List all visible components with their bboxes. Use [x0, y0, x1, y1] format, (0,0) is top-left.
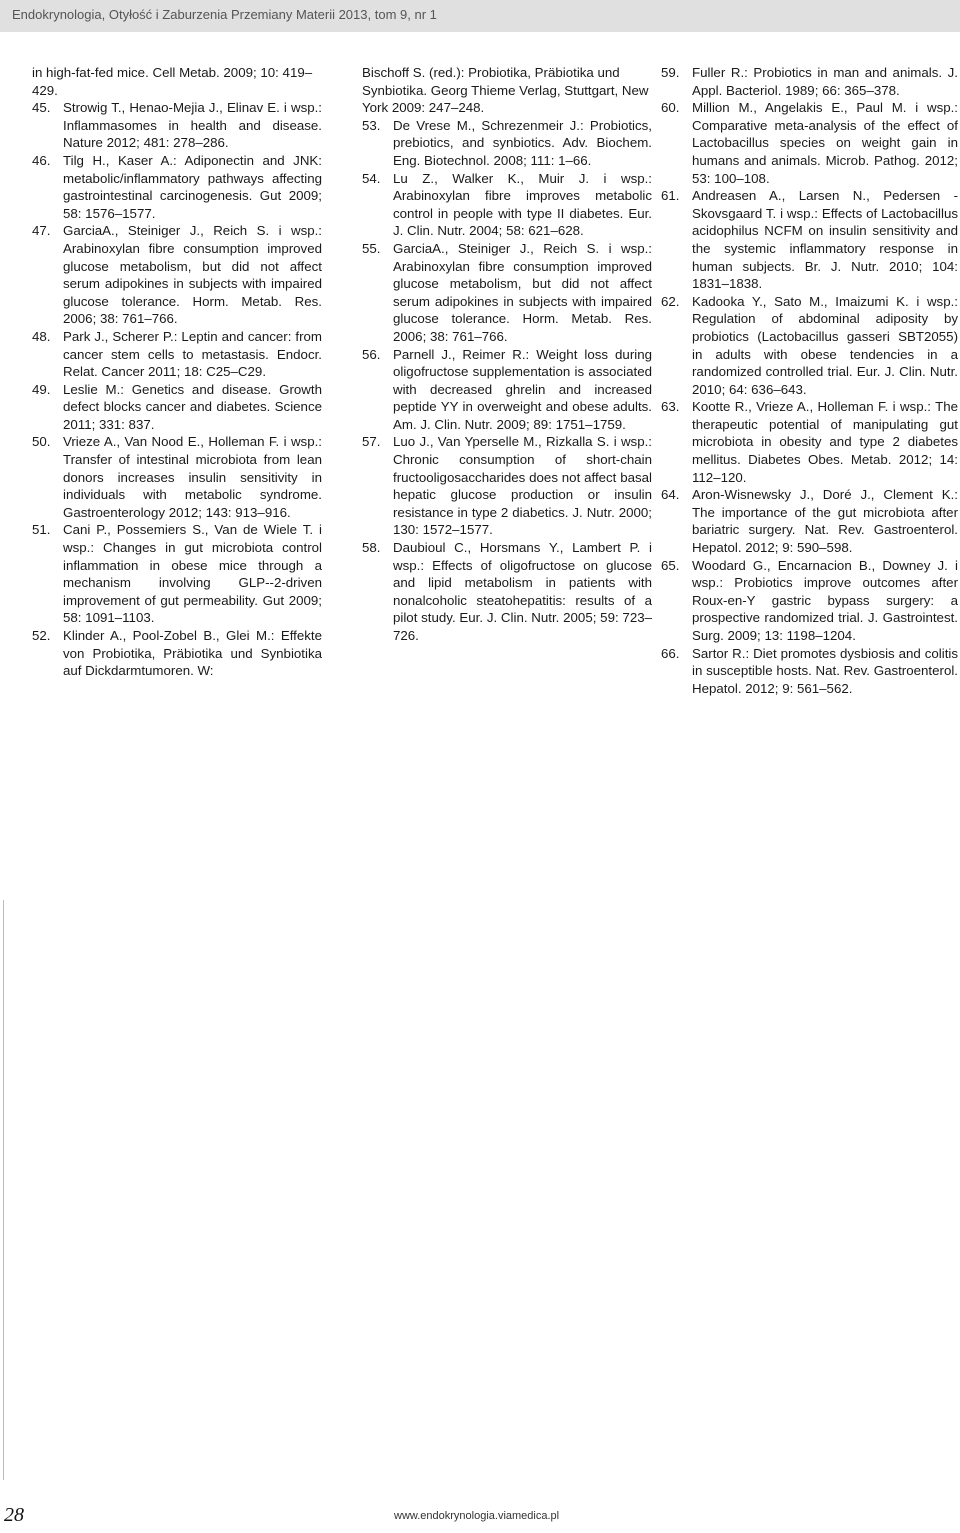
references-column-2 — [362, 64, 652, 645]
reference-number: 47. — [32, 223, 51, 239]
reference-text: GarciaA., Steiniger J., Reich S. i wsp.: Arabinoxylan fibre consumption improved glucose metabolism, but did not affect serum adipokines in subjects with impaired glucose tolerance. Horm. Metab. Res. 2006; 38: 761–766. — [63, 223, 322, 327]
reference-number: 48. — [32, 328, 51, 344]
reference-text: Vrieze A., Van Nood E., Holleman F. i wsp.: Transfer of intestinal microbiota from lean donors increases insulin sensitivity in individuals with metabolic syndrome. Gastroenterology 2012; 143: 913–916. — [63, 434, 322, 520]
reference-number: 58. — [362, 540, 381, 556]
reference-text: Park J., Scherer P.: Leptin and cancer: from cancer stem cells to metastasis. Endocr. Relat. Cancer 2011; 18: C25–C29. — [63, 328, 322, 380]
reference-number: 51. — [32, 522, 51, 538]
reference-item — [362, 117, 652, 170]
reference-item — [661, 557, 958, 645]
reference-text: Sartor R.: Diet promotes dysbiosis and colitis in susceptible hosts. Nat. Rev. Gastroenterol. Hepatol. 2012; 9: 561–562. — [692, 645, 958, 696]
reference-number: 45. — [32, 100, 51, 116]
reference-item — [32, 328, 322, 381]
reference-item — [661, 64, 958, 99]
reference-number: 59. — [661, 65, 680, 80]
reference-item — [32, 99, 322, 152]
reference-item — [32, 521, 322, 627]
reference-item — [661, 99, 958, 187]
reference-number: 61. — [661, 188, 680, 204]
reference-item — [661, 486, 958, 556]
reference-text: Daubioul C., Horsmans Y., Lambert P. i wsp.: Effects of oligofructose on glucose and lipid metabolism in patients with nonalcoholic steatohepatitis: results of a pilot study. Eur. J. Clin. Nutr. 2005; 59: 723–726. — [393, 540, 652, 643]
footer-url: www.endokrynologia.viamedica.pl — [394, 1510, 560, 1522]
reference-item — [661, 645, 958, 698]
reference-text: Cani P., Possemiers S., Van de Wiele T. i wsp.: Changes in gut microbiota control inflammation in obese mice through a mechanism involving GLP--2-driven improvement of gut permeability. Gut 2009; 58: 1091–1103. — [63, 522, 322, 626]
reference-item — [661, 187, 958, 293]
reference-number: 65. — [661, 557, 680, 573]
reference-item — [32, 433, 322, 521]
reference-text: Lu Z., Walker K., Muir J. i wsp.: Arabinoxylan fibre improves metabolic control in people with type II diabetes. Eur. J. Clin. Nutr. 2004; 58: 621–628. — [393, 170, 652, 239]
reference-number: 50. — [32, 434, 51, 450]
reference-text: Aron-Wisnewsky J., Doré J., Clement K.: The importance of the gut microbiota after bariatric surgery. Nat. Rev. Gastroenterol. Hepatol. 2012; 9: 590–598. — [692, 487, 958, 556]
reference-text: Fuller R.: Probiotics in man and animals. J. Appl. Bacteriol. 1989; 66: 365–378. — [692, 65, 958, 98]
reference-number: 64. — [661, 487, 680, 503]
references-column-3 — [661, 64, 958, 697]
reference-item — [362, 170, 652, 240]
reference-item — [32, 152, 322, 222]
reference-number: 49. — [32, 381, 51, 397]
reference-item — [661, 293, 958, 399]
reference-number: 56. — [362, 346, 381, 362]
reference-text: Parnell J., Reimer R.: Weight loss during oligofructose supplementation is associated with decreased ghrelin and increased peptide YY in overweight and obese adults. Am. J. Clin. Nutr. 2009; 89: 1751–1759. — [393, 346, 652, 432]
reference-number: 57. — [362, 434, 381, 450]
reference-number: 54. — [362, 170, 381, 186]
reference-number: 60. — [661, 100, 680, 116]
reference-text: Woodard G., Encarnacion B., Downey J. i wsp.: Probiotics improve outcomes after Roux-en-Y gastric bypass surgery: a prospective randomized trial. J. Gastrointest. Surg. 2009; 13: 1198–1204. — [692, 557, 958, 643]
reference-number: 46. — [32, 152, 51, 168]
reference-text: Kootte R., Vrieze A., Holleman F. i wsp.: The therapeutic potential of manipulating gut microbiota in obesity and type 2 diabetes mellitus. Diabetes Obes. Metab. 2012; 14: 112–120. — [692, 399, 958, 485]
reference-item — [32, 381, 322, 434]
reference-number: 62. — [661, 293, 680, 309]
references-column-1 — [32, 64, 322, 680]
reference-text: GarciaA., Steiniger J., Reich S. i wsp.: Arabinoxylan fibre consumption improved glucose metabolism, but did not affect serum adipokines in subjects with impaired glucose tolerance. Horm. Metab. Res. 2006; 38: 761–766. — [393, 240, 652, 344]
reference-item — [661, 398, 958, 486]
reference-item — [362, 539, 652, 645]
reference-number: 53. — [362, 117, 381, 133]
reference-item — [362, 346, 652, 434]
reference-number: 66. — [661, 645, 680, 661]
reference-text: De Vrese M., Schrezenmeir J.: Probiotics, prebiotics, and synbiotics. Adv. Biochem. Eng. Biotechnol. 2008; 111: 1–66. — [393, 117, 652, 168]
reference-number: 52. — [32, 628, 51, 643]
reference-text: Strowig T., Henao-Mejia J., Elinav E. i wsp.: Inflammasomes in health and disease. Nature 2012; 481: 278–286. — [63, 100, 322, 151]
reference-text: Million M., Angelakis E., Paul M. i wsp.: Comparative meta-analysis of the effect of Lactobacillus species on weight gain in humans and animals. Microb. Pathog. 2012; 53: 100–108. — [692, 100, 958, 186]
reference-text: Andreasen A., Larsen N., Pedersen -Skovsgaard T. i wsp.: Effects of Lactobacillus acidophilus NCFM on insulin sensitivity and the systemic inflammatory response in human subjects. Br. J. Nutr. 2010; 104: 1831–1838. — [692, 188, 958, 292]
reference-item — [362, 433, 652, 539]
reference-item — [32, 222, 322, 328]
journal-header: Endokrynologia, Otyłość i Zaburzenia Przemiany Materii 2013, tom 9, nr 1 — [12, 7, 437, 22]
reference-continuation: Bischoff S. (red.): Probiotika, Präbiotika und Synbiotika. Georg Thieme Verlag, Stuttgart, New York 2009: 247–248. — [362, 65, 649, 116]
reference-text: Luo J., Van Yperselle M., Rizkalla S. i wsp.: Chronic consumption of short-chain fructooligosaccharides does not affect basal hepatic glucose production or insulin resistance in type 2 diabetics. J. Nutr. 2000; 130: 1572–1577. — [393, 434, 652, 538]
reference-text: Tilg H., Kaser A.: Adiponectin and JNK: metabolic/inflammatory pathways affecting gastrointestinal carcinogenesis. Gut 2009; 58: 1576–1577. — [63, 152, 322, 221]
reference-text: Klinder A., Pool-Zobel B., Glei M.: Effekte von Probiotika, Präbiotika und Synbiotika auf Dickdarmtumoren. W: — [63, 628, 322, 679]
reference-continuation: in high-fat-fed mice. Cell Metab. 2009; 10: 419–429. — [32, 65, 313, 98]
reference-number: 63. — [661, 399, 680, 415]
margin-rule — [3, 900, 4, 1480]
reference-item — [362, 240, 652, 346]
reference-number: 55. — [362, 240, 381, 256]
reference-text: Leslie M.: Genetics and disease. Growth defect blocks cancer and diabetes. Science 2011; 331: 837. — [63, 381, 322, 432]
reference-text: Kadooka Y., Sato M., Imaizumi K. i wsp.: Regulation of abdominal adiposity by probiotics (Lactobacillus gasseri SBT2055) in adults with obese tendencies in a randomized controlled trial. Eur. J. Clin. Nutr. 2010; 64: 636–643. — [692, 293, 958, 397]
reference-item — [32, 627, 322, 680]
page-number: 28 — [4, 1504, 24, 1526]
